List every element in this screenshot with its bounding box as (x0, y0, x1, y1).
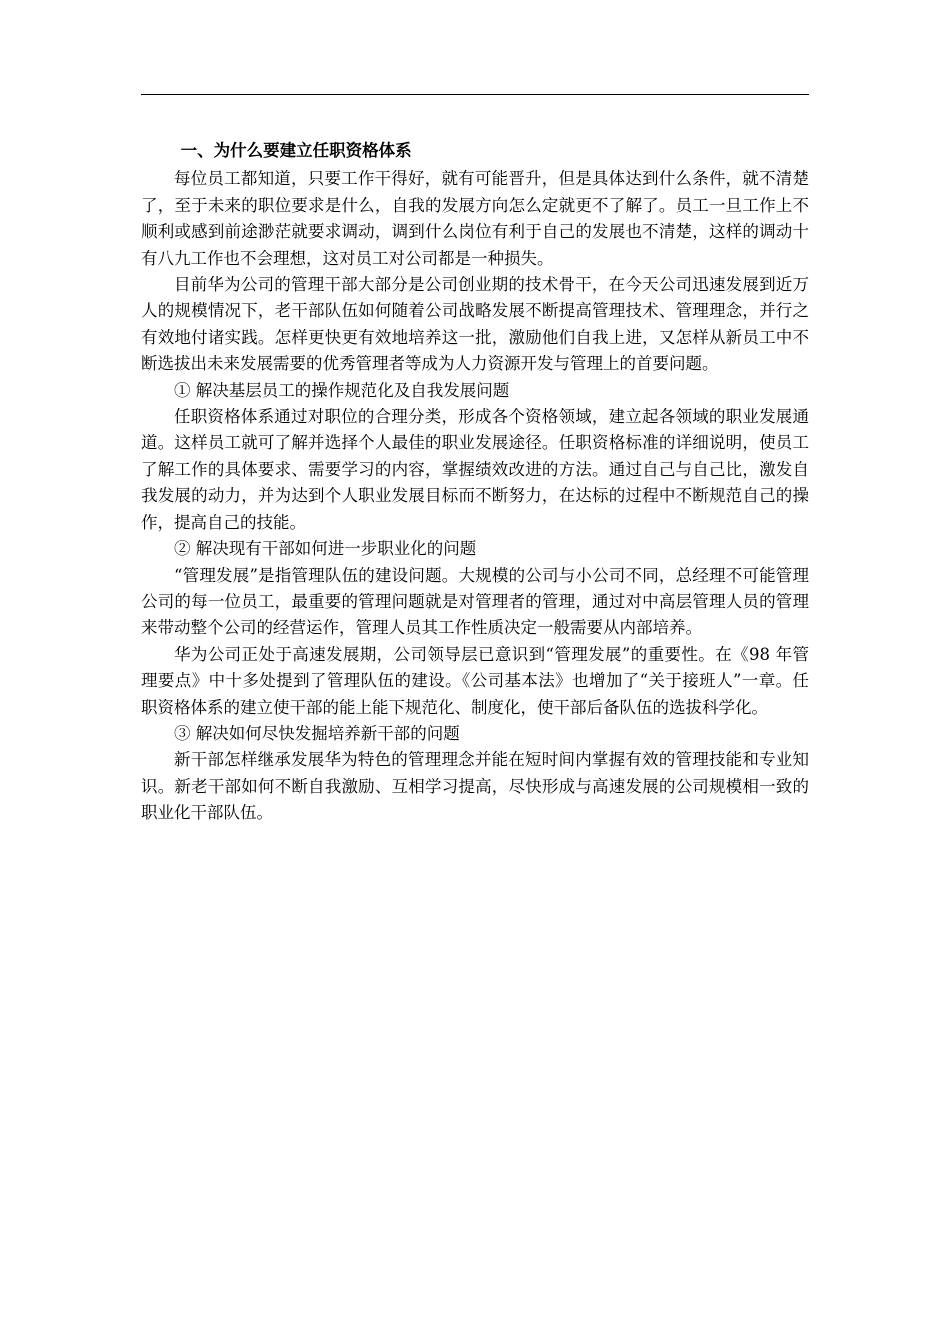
paragraph: 任职资格体系通过对职位的合理分类，形成各个资格领域，建立起各领域的职业发展通道。这样员工就可了解并选择个人最佳的职业发展途径。任职资格标准的详细说明，使员工了解工作的具体要求、需要学习的内容，掌握绩效改进的方法。通过自己与自己比，激发自我发展的动力，并为达到个人职业发展目标而不断努力，在达标的过程中不断规范自己的操作，提高自己的技能。 (141, 407, 809, 532)
subsection-heading: ② 解决现有干部如何进一步职业化的问题 (174, 539, 477, 559)
paragraph: “管理发展”是指管理队伍的建设问题。大规模的公司与小公司不同，总经理不可能管理公司的每一位员工，最重要的管理问题就是对管理者的管理，通过对中高层管理人员的管理来带动整个公司的经营运作，管理人员其工作性质决定一般需要从内部培养。 (141, 565, 809, 638)
subsection-heading: ③ 解决如何尽快发掘培养新干部的问题 (174, 723, 460, 743)
section-title: 一、为什么要建立任职资格体系 (180, 141, 412, 160)
paragraph: 华为公司正处于高速发展期，公司领导层已意识到“管理发展”的重要性。在《98 年管理要点》中十多处提到了管理队伍的建设。《公司基本法》也增加了“关于接班人”一章。任职资格体系的建立使干部的能上能下规范化、制度化，使干部后备队伍的选拔科学化。 (141, 644, 809, 717)
document-body (141, 138, 809, 827)
subsection-heading: ① 解决基层员工的操作规范化及自我发展问题 (174, 380, 510, 400)
paragraph: 每位员工都知道，只要工作干得好，就有可能晋升，但是具体达到什么条件，就不清楚了，至于未来的职位要求是什么，自我的发展方向怎么定就更不了解了。员工一旦工作上不顺利或感到前途渺茫就要求调动，调到什么岗位有利于自己的发展也不清楚，这样的调动十有八九工作也不会理想，这对员工对公司都是一种损失。 (141, 169, 809, 268)
paragraph: 新干部怎样继承发展华为特色的管理理念并能在短时间内掌握有效的管理技能和专业知识。新老干部如何不断自我激励、互相学习提高，尽快形成与高速发展的公司规模相一致的职业化干部队伍。 (141, 750, 809, 823)
paragraph: 目前华为公司的管理干部大部分是公司创业期的技术骨干，在今天公司迅速发展到近万人的规模情况下，老干部队伍如何随着公司战略发展不断提高管理技术、管理理念，并行之有效地付诸实践。怎样更快更有效地培养这一批，激励他们自我上进，又怎样从新员工中不断选拔出未来发展需要的优秀管理者等成为人力资源开发与管理上的首要问题。 (141, 275, 809, 374)
header-rule (141, 94, 809, 95)
